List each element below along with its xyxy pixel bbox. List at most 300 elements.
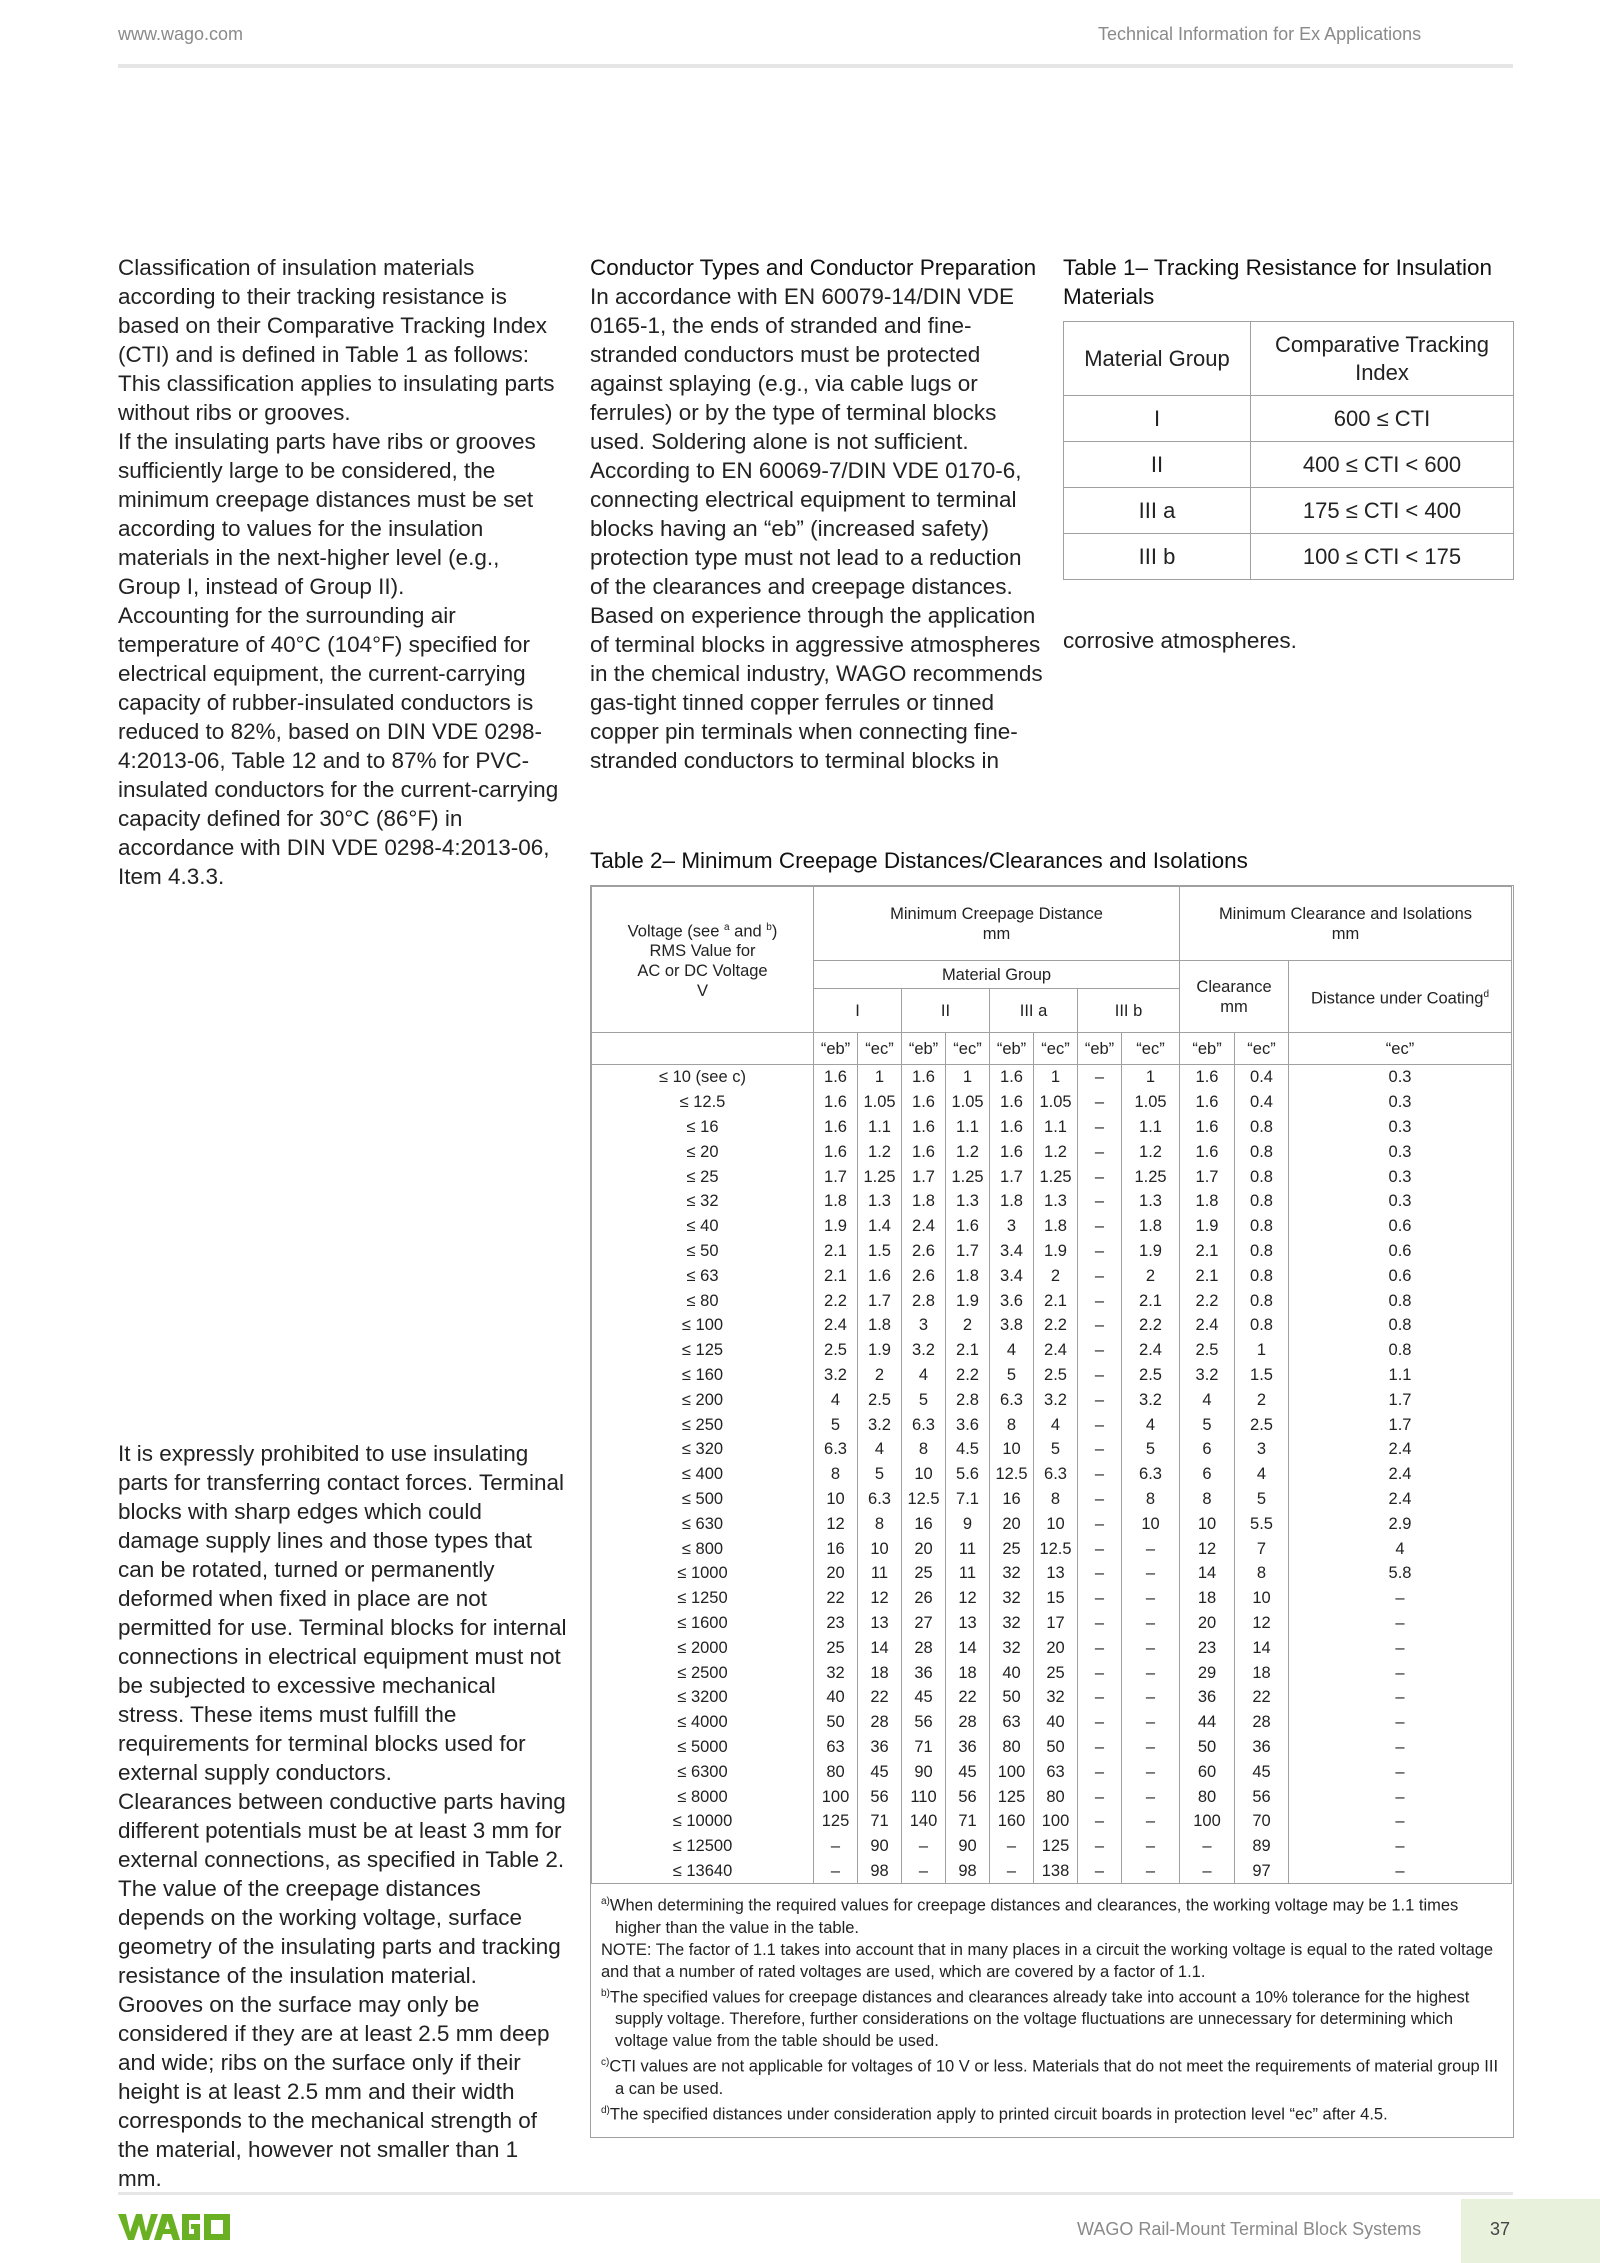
table-cell: 71 — [946, 1809, 990, 1834]
table-cell: 4 — [1289, 1536, 1512, 1561]
table-cell: 0.8 — [1235, 1313, 1289, 1338]
table-cell: – — [1078, 1536, 1122, 1561]
table-cell: 1.1 — [1289, 1363, 1512, 1388]
table-cell: ≤ 63 — [592, 1263, 814, 1288]
table-row — [592, 1809, 1512, 1834]
table-cell: – — [1078, 1338, 1122, 1363]
table-cell: – — [1078, 1735, 1122, 1760]
table-cell: 56 — [1235, 1784, 1289, 1809]
table-row — [592, 1189, 1512, 1214]
table-cell: 1 — [946, 1065, 990, 1090]
table-cell: 3.2 — [814, 1363, 858, 1388]
table-cell: 20 — [1180, 1611, 1235, 1636]
table-cell: 1.6 — [902, 1139, 946, 1164]
table-cell: ≤ 100 — [592, 1313, 814, 1338]
table-cell: ≤ 1000 — [592, 1561, 814, 1586]
table-row — [592, 1239, 1512, 1264]
table-cell: – — [1289, 1611, 1512, 1636]
table-cell: 3.2 — [902, 1338, 946, 1363]
subhead-cell: “ec” — [946, 1033, 990, 1065]
table-cell: – — [1078, 1239, 1122, 1264]
table-cell: ≤ 3200 — [592, 1685, 814, 1710]
table-cell: 1.6 — [1180, 1139, 1235, 1164]
table-cell: 5.6 — [946, 1462, 990, 1487]
table-cell: 0.3 — [1289, 1189, 1512, 1214]
table-cell: – — [1289, 1660, 1512, 1685]
coating-header — [1289, 961, 1512, 1033]
header-divider — [118, 64, 1513, 68]
page-number: 37 — [1490, 2219, 1511, 2239]
table-cell: 40 — [990, 1660, 1034, 1685]
table-cell: 13 — [946, 1611, 990, 1636]
table-cell: 12 — [1180, 1536, 1235, 1561]
header-text: ) — [771, 922, 778, 941]
table-cell: – — [1180, 1834, 1235, 1859]
table-row — [592, 1685, 1512, 1710]
table-cell: 63 — [990, 1710, 1034, 1735]
subhead-row — [592, 1033, 1512, 1065]
table-cell: 2.2 — [1180, 1288, 1235, 1313]
header-text: Minimum Creepage Distance — [890, 904, 1103, 923]
table-cell: 1.1 — [946, 1115, 990, 1140]
table-cell: – — [1078, 1759, 1122, 1784]
table-cell: ≤ 8000 — [592, 1784, 814, 1809]
table-cell: – — [1078, 1462, 1122, 1487]
table-cell: 1.2 — [1034, 1139, 1078, 1164]
footnote-mark: a — [724, 921, 730, 933]
table-cell: 10 — [814, 1487, 858, 1512]
table-cell: 0.8 — [1235, 1263, 1289, 1288]
table-cell: 32 — [990, 1586, 1034, 1611]
footnote-text: The specified distances under consideration apply to printed circuit boards in protection level “ec” after 4.5. — [609, 2105, 1388, 2123]
table-cell: ≤ 40 — [592, 1214, 814, 1239]
table-cell: 3.4 — [990, 1239, 1034, 1264]
footnote — [601, 2100, 1503, 2126]
table-cell: – — [1122, 1586, 1180, 1611]
table-cell: 2.4 — [814, 1313, 858, 1338]
header-unit: mm — [982, 924, 1011, 943]
subhead-cell: “eb” — [1078, 1033, 1122, 1065]
table-cell: 5 — [902, 1387, 946, 1412]
table-cell: 12 — [1235, 1611, 1289, 1636]
table-cell: 1.5 — [1235, 1363, 1289, 1388]
table-cell: 0.8 — [1235, 1139, 1289, 1164]
table2-frame — [590, 885, 1514, 2138]
table-cell: 20 — [1034, 1635, 1078, 1660]
table-cell: 175 ≤ CTI < 400 — [1251, 488, 1514, 534]
material-group-header: Material Group — [814, 961, 1180, 989]
table-cell: – — [1289, 1834, 1512, 1859]
table-cell: 2.1 — [1034, 1288, 1078, 1313]
table-cell: 98 — [858, 1859, 902, 1884]
table-cell: 63 — [814, 1735, 858, 1760]
table-cell: – — [1122, 1660, 1180, 1685]
paragraph: Based on experience through the application of terminal blocks in aggressive atmospheres in the chemical industry, WAGO recommends gas-tight tinned copper ferrules or tinned copper pin terminals when connecting fine-stranded conductors to terminal blocks in — [590, 603, 1043, 773]
table-cell: ≤ 32 — [592, 1189, 814, 1214]
table-cell: 8 — [1235, 1561, 1289, 1586]
table-cell: 25 — [902, 1561, 946, 1586]
table-cell: 100 — [814, 1784, 858, 1809]
table-cell: 45 — [858, 1759, 902, 1784]
table-cell: ≤ 13640 — [592, 1859, 814, 1884]
table-cell: 1.7 — [1289, 1387, 1512, 1412]
table-cell: 2.2 — [814, 1288, 858, 1313]
table-cell: 13 — [1034, 1561, 1078, 1586]
table-cell: ≤ 10 (see c) — [592, 1065, 814, 1090]
table-cell: 36 — [1235, 1735, 1289, 1760]
table-cell: 14 — [1180, 1561, 1235, 1586]
table-cell: – — [1078, 1611, 1122, 1636]
table-cell: – — [1122, 1561, 1180, 1586]
table-cell: 28 — [1235, 1710, 1289, 1735]
paragraph: According to EN 60069-7/DIN VDE 0170-6, connecting electrical equipment to terminal blocks having an “eb” (increased safety) protection type must not lead to a reduction of the clearances and creepage distances. — [590, 458, 1022, 599]
table-cell: 4 — [990, 1338, 1034, 1363]
footnote — [601, 1891, 1503, 1939]
footnote — [601, 2052, 1503, 2100]
table-cell: – — [1122, 1759, 1180, 1784]
subhead-cell: “ec” — [1122, 1033, 1180, 1065]
table-cell: 1.3 — [1034, 1189, 1078, 1214]
table-cell: 7.1 — [946, 1487, 990, 1512]
table-cell: – — [1289, 1586, 1512, 1611]
table-cell: ≤ 320 — [592, 1437, 814, 1462]
table-cell: 15 — [1034, 1586, 1078, 1611]
table-cell: 1.8 — [946, 1263, 990, 1288]
table-cell: 2.4 — [1289, 1437, 1512, 1462]
table-cell: ≤ 125 — [592, 1338, 814, 1363]
table-cell: 1 — [858, 1065, 902, 1090]
paragraph: Clearances between conductive parts having different potentials must be at least 3 mm for external connections, as specified in Table 2. The value of the creepage distances depends on the working voltage, surface geometry of the insulating parts and tracking resistance of the insulation material. Grooves on the surface may only be considered if they are at least 2.5 mm deep and wide; ribs on the surface only if their height is at least 2.5 mm and their width corresponds to the mechanical strength of the material, however not smaller than 1 mm. — [118, 1789, 566, 2191]
table-cell: 22 — [1235, 1685, 1289, 1710]
table-cell: 10 — [1034, 1511, 1078, 1536]
table-cell: 1.4 — [858, 1214, 902, 1239]
table-row — [592, 1387, 1512, 1412]
table-cell: 4 — [858, 1437, 902, 1462]
table-cell: – — [1078, 1214, 1122, 1239]
table-cell: – — [814, 1834, 858, 1859]
table-cell: 11 — [946, 1561, 990, 1586]
table-cell: 18 — [1180, 1586, 1235, 1611]
table-cell: 2.5 — [1180, 1338, 1235, 1363]
table-row — [592, 1065, 1512, 1090]
table-cell: 6.3 — [1122, 1462, 1180, 1487]
header-url[interactable]: www.wago.com — [118, 24, 244, 44]
table-cell: 1.6 — [990, 1115, 1034, 1140]
subhead-cell: “ec” — [1235, 1033, 1289, 1065]
table-cell: 5.8 — [1289, 1561, 1512, 1586]
table-cell: – — [1122, 1685, 1180, 1710]
table-cell: 45 — [1235, 1759, 1289, 1784]
table-cell: 8 — [1122, 1487, 1180, 1512]
header-text: Voltage (see — [627, 922, 724, 941]
table-cell: III b — [1064, 534, 1251, 580]
table-cell: 2.1 — [1122, 1288, 1180, 1313]
table-cell: 3 — [990, 1214, 1034, 1239]
table-cell: 22 — [946, 1685, 990, 1710]
table-cell: 8 — [858, 1511, 902, 1536]
table-cell: – — [1078, 1313, 1122, 1338]
column-left-bottom — [118, 1439, 568, 2193]
table-cell: 5 — [1122, 1437, 1180, 1462]
table-cell: – — [1078, 1710, 1122, 1735]
table-cell: – — [1078, 1139, 1122, 1164]
paragraph: If the insulating parts have ribs or grooves sufficiently large to be considered, the minimum creepage distances must be set according to values for the insulation materials in the next-higher level (e.g., Group I, instead of Group II). — [118, 429, 536, 599]
table-cell: ≤ 1250 — [592, 1586, 814, 1611]
table-cell: – — [1289, 1635, 1512, 1660]
table-cell: 2.5 — [858, 1387, 902, 1412]
table-cell: 36 — [858, 1735, 902, 1760]
table-row — [592, 1859, 1512, 1884]
table-cell: 3 — [1235, 1437, 1289, 1462]
table-cell: 12 — [858, 1586, 902, 1611]
table-cell: – — [1078, 1561, 1122, 1586]
table-cell: – — [1078, 1660, 1122, 1685]
page-number-box — [1461, 2199, 1600, 2263]
table-cell: 1.6 — [902, 1065, 946, 1090]
table-cell: 80 — [814, 1759, 858, 1784]
table-cell: – — [1289, 1784, 1512, 1809]
table-cell: – — [1078, 1065, 1122, 1090]
table-cell: – — [1122, 1611, 1180, 1636]
table-cell: ≤ 2500 — [592, 1660, 814, 1685]
table-cell: 2 — [1034, 1263, 1078, 1288]
table-cell: 14 — [858, 1635, 902, 1660]
column-left-top — [118, 253, 568, 891]
table-cell: – — [1078, 1511, 1122, 1536]
table-cell: – — [1078, 1437, 1122, 1462]
table-cell: 1.05 — [858, 1090, 902, 1115]
table-cell: 16 — [902, 1511, 946, 1536]
table-cell: 1.6 — [814, 1065, 858, 1090]
table-row — [592, 1115, 1512, 1140]
footnote-mark: c) — [601, 2057, 610, 2068]
table-cell: – — [902, 1834, 946, 1859]
table-cell: 1.9 — [814, 1214, 858, 1239]
table-cell: 1.25 — [946, 1164, 990, 1189]
table-cell: 1.8 — [1122, 1214, 1180, 1239]
table-cell: 1.8 — [990, 1189, 1034, 1214]
table-cell: 1.25 — [858, 1164, 902, 1189]
table-cell: 125 — [814, 1809, 858, 1834]
creepage-header — [814, 887, 1180, 961]
table2-creepage-distances — [591, 886, 1512, 1884]
wago-logo — [118, 2210, 230, 2244]
table-cell: – — [1289, 1735, 1512, 1760]
table-cell: – — [1289, 1685, 1512, 1710]
table-cell: – — [1078, 1115, 1122, 1140]
table-cell: – — [902, 1859, 946, 1884]
table-cell: 8 — [814, 1462, 858, 1487]
table-cell: 12 — [946, 1586, 990, 1611]
table-cell: 16 — [814, 1536, 858, 1561]
table-cell: – — [1289, 1859, 1512, 1884]
subhead-cell: “ec” — [858, 1033, 902, 1065]
clearance-header — [1180, 961, 1289, 1033]
table-cell: 2.5 — [1235, 1412, 1289, 1437]
footnote-note — [601, 1939, 1503, 1983]
table-cell: – — [1122, 1536, 1180, 1561]
table-cell: ≤ 5000 — [592, 1735, 814, 1760]
table-row — [592, 1735, 1512, 1760]
header-title: Technical Information for Ex Applications — [1098, 24, 1422, 44]
table-cell: 20 — [990, 1511, 1034, 1536]
footnote-mark: b — [766, 921, 772, 933]
table-cell: 23 — [814, 1611, 858, 1636]
table-cell: 100 ≤ CTI < 175 — [1251, 534, 1514, 580]
table-cell: 32 — [990, 1635, 1034, 1660]
table-cell: ≤ 10000 — [592, 1809, 814, 1834]
table-cell: – — [1078, 1487, 1122, 1512]
table-cell: – — [814, 1859, 858, 1884]
table-cell: 56 — [858, 1784, 902, 1809]
table-cell: 5 — [858, 1462, 902, 1487]
footnote-text: CTI values are not applicable for voltages of 10 V or less. Materials that do not meet the requirements of material group III a can be used. — [609, 2057, 1499, 2098]
table-cell: 20 — [902, 1536, 946, 1561]
subhead-cell: “eb” — [1180, 1033, 1235, 1065]
table-cell: 32 — [1034, 1685, 1078, 1710]
table-cell: 0.3 — [1289, 1115, 1512, 1140]
table-cell: 10 — [1180, 1511, 1235, 1536]
table-cell: 100 — [1180, 1809, 1235, 1834]
table-cell: 80 — [1034, 1784, 1078, 1809]
table-cell: 0.3 — [1289, 1139, 1512, 1164]
paragraph: corrosive atmospheres. — [1063, 628, 1297, 653]
table-row — [592, 1784, 1512, 1809]
table-cell: 6.3 — [858, 1487, 902, 1512]
table-cell: 4.5 — [946, 1437, 990, 1462]
table-cell: 26 — [902, 1586, 946, 1611]
table-cell: 1.05 — [1034, 1090, 1078, 1115]
group-header: I — [814, 989, 902, 1033]
header-text: Minimum Clearance and Isolations — [1218, 904, 1473, 923]
table-cell: 0.8 — [1289, 1313, 1512, 1338]
table-cell: 22 — [814, 1586, 858, 1611]
table-cell: 0.3 — [1289, 1164, 1512, 1189]
table-cell: 4 — [1235, 1462, 1289, 1487]
table-cell: 10 — [1122, 1511, 1180, 1536]
footnote-mark: a) — [601, 1896, 610, 1907]
table-cell: 14 — [1235, 1635, 1289, 1660]
table-cell: 100 — [990, 1759, 1034, 1784]
table-cell: 40 — [814, 1685, 858, 1710]
table-row — [592, 1214, 1512, 1239]
table-cell: 97 — [1235, 1859, 1289, 1884]
table-cell: 50 — [990, 1685, 1034, 1710]
footnote-text: The specified values for creepage distances and clearances already take into account a 10% tolerance for the highest supply voltage. Therefore, further considerations on the voltage fluctuations are unnecessary for determining which voltage value from the table should be used. — [609, 1988, 1470, 2050]
header-unit: mm — [1331, 924, 1360, 943]
table-cell: 2.4 — [1034, 1338, 1078, 1363]
table-cell: – — [1078, 1859, 1122, 1884]
table-cell: 45 — [902, 1685, 946, 1710]
table-cell: 1.7 — [1180, 1164, 1235, 1189]
table-cell: 1.6 — [902, 1090, 946, 1115]
table-cell: 5.5 — [1235, 1511, 1289, 1536]
table-cell: 1.6 — [902, 1115, 946, 1140]
table-cell: ≤ 12.5 — [592, 1090, 814, 1115]
table-cell: 0.8 — [1289, 1338, 1512, 1363]
table-cell: 1.9 — [858, 1338, 902, 1363]
table-cell: 3.4 — [990, 1263, 1034, 1288]
table-cell: ≤ 20 — [592, 1139, 814, 1164]
table-cell: 89 — [1235, 1834, 1289, 1859]
table-cell: 28 — [858, 1710, 902, 1735]
table-cell: – — [1289, 1809, 1512, 1834]
table-cell: 1.6 — [990, 1065, 1034, 1090]
table-cell: 6.3 — [990, 1387, 1034, 1412]
table-cell: ≤ 1600 — [592, 1611, 814, 1636]
table-cell: – — [1289, 1759, 1512, 1784]
table-cell: 5 — [814, 1412, 858, 1437]
table-cell: 3.2 — [1180, 1363, 1235, 1388]
group-header: II — [902, 989, 990, 1033]
table-cell: 0.8 — [1235, 1239, 1289, 1264]
table-cell: 2.4 — [902, 1214, 946, 1239]
table-cell: 125 — [990, 1784, 1034, 1809]
table-row — [592, 1759, 1512, 1784]
table-cell: 0.3 — [1289, 1065, 1512, 1090]
table-cell: ≤ 6300 — [592, 1759, 814, 1784]
table-cell: 0.8 — [1235, 1214, 1289, 1239]
table-cell: 3.2 — [1034, 1387, 1078, 1412]
table-cell: 44 — [1180, 1710, 1235, 1735]
table-cell: – — [1078, 1363, 1122, 1388]
footnote-text: When determining the required values for creepage distances and clearances, the working voltage may be 1.1 times higher than the value in the table. — [609, 1896, 1459, 1937]
table-row — [592, 1090, 1512, 1115]
subhead-cell: “eb” — [902, 1033, 946, 1065]
table-row — [592, 1561, 1512, 1586]
table-cell: – — [1122, 1859, 1180, 1884]
table-cell: 1.7 — [1289, 1412, 1512, 1437]
table-row — [592, 1635, 1512, 1660]
table-cell: – — [1078, 1090, 1122, 1115]
table-row — [592, 1288, 1512, 1313]
table-cell: – — [1078, 1685, 1122, 1710]
table-cell: 70 — [1235, 1809, 1289, 1834]
table-cell: 50 — [1180, 1735, 1235, 1760]
table-cell: 1.9 — [1180, 1214, 1235, 1239]
table-cell: – — [1122, 1635, 1180, 1660]
table-row — [592, 1139, 1512, 1164]
table-cell: – — [1078, 1189, 1122, 1214]
table-cell: – — [1289, 1710, 1512, 1735]
table-cell: – — [1078, 1809, 1122, 1834]
footnote-mark: b) — [601, 1987, 610, 1999]
table-cell: 1.25 — [1122, 1164, 1180, 1189]
subhead-cell: “eb” — [990, 1033, 1034, 1065]
footnote-text: NOTE: The factor of 1.1 takes into account that in many places in a circuit the working voltage is equal to the rated voltage and that a number of rated voltages are used, which are covered by a factor of 1.1. — [601, 1940, 1494, 1981]
table-cell: 2.2 — [1122, 1313, 1180, 1338]
table-cell: 140 — [902, 1809, 946, 1834]
table-cell: 1.7 — [990, 1164, 1034, 1189]
table-cell: 1.3 — [946, 1189, 990, 1214]
table-cell: 1.8 — [1034, 1214, 1078, 1239]
table-cell: 2.4 — [1289, 1487, 1512, 1512]
table-cell: 3.2 — [858, 1412, 902, 1437]
table-cell: ≤ 250 — [592, 1412, 814, 1437]
table-cell: 12.5 — [990, 1462, 1034, 1487]
table-cell: 2.6 — [902, 1263, 946, 1288]
table-row — [592, 1586, 1512, 1611]
table-cell: – — [1122, 1784, 1180, 1809]
table-cell: 12.5 — [1034, 1536, 1078, 1561]
table-cell: 32 — [990, 1561, 1034, 1586]
table-cell: 1 — [1122, 1065, 1180, 1090]
table-cell: 10 — [1235, 1586, 1289, 1611]
table-cell: 90 — [858, 1834, 902, 1859]
table-cell: 1.3 — [858, 1189, 902, 1214]
table-cell: 160 — [990, 1809, 1034, 1834]
subhead-cell: “ec” — [1289, 1033, 1512, 1065]
